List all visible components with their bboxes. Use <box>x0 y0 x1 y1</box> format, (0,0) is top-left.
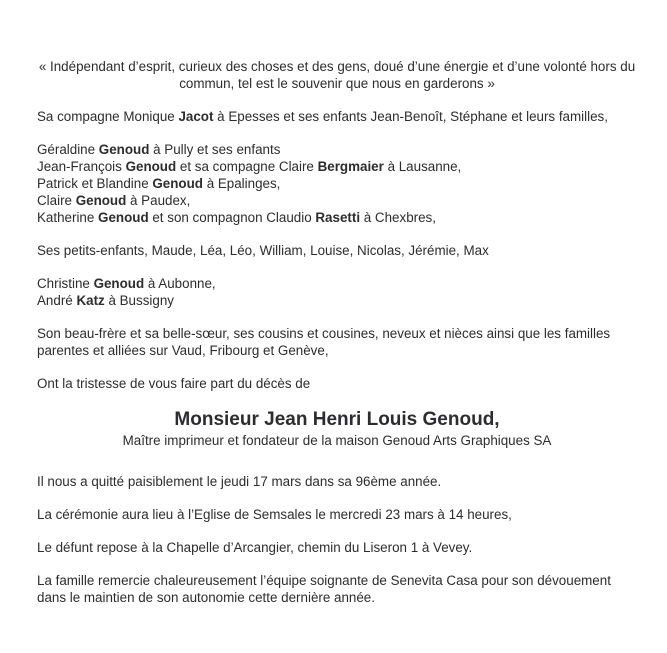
text-segment: à Bussigny <box>104 293 174 308</box>
text-line <box>37 275 637 292</box>
deceased-profession: Maître imprimeur et fondateur de la maison Genoud Arts Graphiques SA <box>122 433 552 448</box>
text-line <box>37 292 637 309</box>
text-segment: à Aubonne, <box>144 276 216 291</box>
text-segment: à Epesses et ses enfants Jean-Benoît, Stéphane et leurs familles, <box>213 109 608 124</box>
text-segment: et son compagnon Claudio <box>148 210 316 225</box>
text-line <box>37 108 637 125</box>
family-name-bold: Genoud <box>98 142 150 157</box>
paragraph-death-info: Il nous a quitté paisiblement le jeudi 17 mars dans sa 96ème année. <box>37 474 442 489</box>
family-name-bold: Genoud <box>152 176 203 191</box>
text-segment: Jean-François <box>37 159 126 174</box>
family-name-bold: Jacot <box>178 109 214 124</box>
deceased-header <box>37 408 637 449</box>
text-line <box>37 141 637 158</box>
text-segment: Katherine <box>37 210 99 225</box>
text-segment: à Paudex, <box>126 193 191 208</box>
text-segment: Christine <box>37 276 94 291</box>
paragraph-announcement: Ont la tristesse de vous faire part du décès de <box>37 376 311 391</box>
paragraph-children <box>37 141 637 226</box>
family-name-bold: Genoud <box>93 276 145 291</box>
text-segment: André <box>37 293 77 308</box>
paragraph-companion <box>37 108 637 125</box>
family-name-bold: Bergmaier <box>317 159 384 174</box>
text-segment: Géraldine <box>37 142 99 157</box>
text-line <box>37 192 637 209</box>
text-segment: à Epalinges, <box>202 176 281 191</box>
family-name-bold: Genoud <box>75 193 127 208</box>
text-segment: Claire <box>37 193 76 208</box>
family-name-bold: Genoud <box>125 159 177 174</box>
family-name-bold: Genoud <box>98 210 149 225</box>
text-segment: Patrick et Blandine <box>37 176 153 191</box>
family-name-bold: Katz <box>76 293 105 308</box>
text-line <box>37 175 637 192</box>
paragraph-thanks: La famille remercie chaleureusement l’équipe soignante de Senevita Casa pour son dévouement dans le maintien de son autonomie cette dernière année. <box>37 573 611 605</box>
text-line <box>37 158 637 175</box>
text-segment: et sa compagne Claire <box>176 159 318 174</box>
paragraph-grandchildren: Ses petits-enfants, Maude, Léa, Léo, William, Louise, Nicolas, Jérémie, Max <box>37 243 489 258</box>
deceased-name: Monsieur Jean Henri Louis Genoud, <box>174 409 500 430</box>
text-segment: à Lausanne, <box>383 159 462 174</box>
memorial-quote: « Indépendant d’esprit, curieux des choses et des gens, doué d’une énergie et d’une volonté hors du commun, tel est le souvenir que nous en garderons » <box>38 59 636 91</box>
text-segment: à Chexbres, <box>360 210 436 225</box>
text-line <box>37 209 637 226</box>
paragraph-relatives <box>37 275 637 309</box>
text-segment: Sa compagne Monique <box>37 109 179 124</box>
paragraph-extended-family: Son beau-frère et sa belle-sœur, ses cousins et cousines, neveux et nièces ainsi que les familles parentes et alliées sur Vaud, Fribourg et Genève, <box>37 326 611 358</box>
family-name-bold: Rasetti <box>315 210 361 225</box>
text-segment: à Pully et ses enfants <box>149 142 281 157</box>
paragraph-repose: Le défunt repose à la Chapelle d’Arcangier, chemin du Liseron 1 à Vevey. <box>37 540 473 555</box>
paragraph-ceremony: La cérémonie aura lieu à l’Eglise de Semsales le mercredi 23 mars à 14 heures, <box>37 507 512 522</box>
